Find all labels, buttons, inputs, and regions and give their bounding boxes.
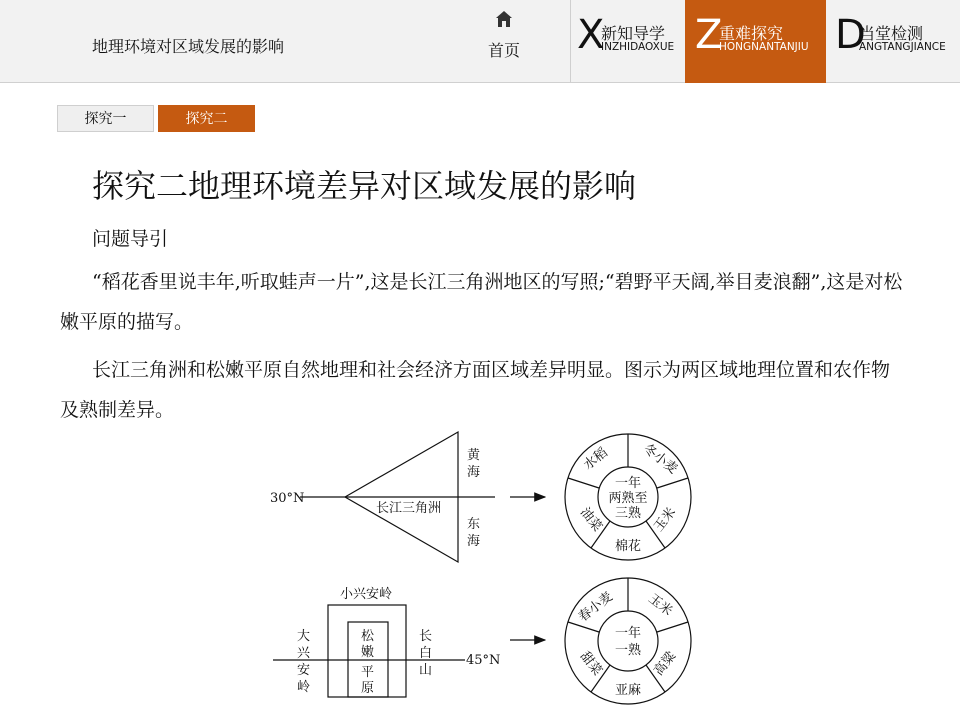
crop-label: 甜菜: [576, 648, 605, 679]
crop-label: 玉米: [651, 504, 680, 535]
home-icon: [495, 10, 513, 28]
crop-label: 棉花: [614, 539, 642, 554]
tab-pinyin: HONGNANTANJIU: [719, 41, 809, 53]
east-mountain-label: 山: [419, 663, 433, 678]
header-title: 地理环境对区域发展的影响: [92, 37, 285, 56]
region-label: 平: [361, 665, 375, 680]
crop-label: 高粱: [651, 648, 680, 679]
north-mountain-label: 小兴安岭: [340, 587, 393, 602]
west-mountain-label: 大: [297, 629, 311, 644]
paragraph-1: “稻花香里说丰年,听取蛙声一片”,这是长江三角洲地区的写照;“碧野平天阔,举目麦浪翻”,这是对松嫩平原的描写。: [60, 271, 903, 333]
paragraph-2: 长江三角洲和松嫩平原自然地理和社会经济方面区域差异明显。图示为两区域地理位置和农作物及熟制差异。: [60, 359, 891, 421]
crop-label: 春小麦: [575, 589, 616, 626]
region-label: 松: [361, 629, 375, 644]
center-label: 一年: [614, 476, 642, 491]
tab-letter: X: [577, 12, 605, 58]
east-mountain-label: 长: [419, 629, 433, 644]
sea-label-south: 海: [467, 534, 481, 549]
center-label: 一年: [614, 626, 642, 641]
region-label: 嫩: [361, 645, 375, 660]
crop-label: 冬小麦: [640, 441, 681, 478]
tab-letter: Z: [695, 12, 723, 58]
tab-label: 新知导学: [601, 24, 666, 43]
wheel-divider: [568, 478, 599, 488]
home-label: 首页: [487, 41, 520, 60]
section-label: 问题导引: [92, 228, 169, 250]
crop-label: 玉米: [645, 591, 676, 620]
tab-pinyin: ANGTANGJIANCE: [859, 41, 946, 53]
page-title: 探究二地理环境差异对区域发展的影响: [92, 167, 637, 205]
crop-label: 水稻: [580, 445, 611, 474]
west-mountain-label: 岭: [297, 680, 311, 695]
sea-label-north: 海: [467, 465, 481, 480]
tab-label: 重难探究: [719, 24, 784, 43]
diagram-yangtze-delta: [300, 432, 691, 562]
west-mountain-label: 安: [297, 663, 311, 678]
crop-wheel-inner: [598, 611, 658, 671]
diagram-songnen-labels: [297, 586, 680, 698]
region-label: 长江三角洲: [376, 501, 442, 516]
center-label: 两熟至: [608, 491, 648, 506]
center-label: 三熟: [614, 506, 642, 521]
crop-label: 亚麻: [614, 683, 642, 698]
region-outer-box: [328, 605, 406, 697]
wheel-divider: [591, 521, 610, 548]
center-label: 一熟: [614, 643, 642, 658]
crop-label: 油菜: [576, 504, 605, 535]
wheel-divider: [646, 521, 665, 548]
diagram-yangtze-labels: [270, 441, 681, 554]
wheel-divider: [568, 622, 599, 632]
tab-pinyin: INZHIDAOXUE: [601, 41, 675, 53]
region-inner-box: [348, 622, 388, 697]
home-button[interactable]: [468, 0, 540, 83]
west-mountain-label: 兴: [297, 646, 311, 661]
diagram-songnen-plain: [273, 578, 691, 704]
wheel-divider: [657, 622, 688, 632]
sea-label-north: 黄: [467, 448, 481, 463]
crop-wheel-inner: [598, 467, 658, 527]
header-bar: [0, 0, 960, 83]
tab-dangtang-jiance[interactable]: [827, 0, 960, 83]
delta-triangle: [345, 432, 458, 562]
wheel-divider: [646, 665, 665, 692]
wheel-divider: [591, 665, 610, 692]
tab-zhongnan-tanjiu[interactable]: [685, 0, 826, 83]
tab-label: 当堂检测: [859, 24, 924, 43]
crop-wheel-outer: [565, 434, 691, 560]
tab-letter: D: [835, 12, 866, 58]
latitude-label: 30°N: [270, 491, 305, 506]
east-mountain-label: 白: [419, 646, 433, 661]
wheel-divider: [657, 478, 688, 488]
sub-tab-tanjiu-2[interactable]: 探究二: [158, 105, 255, 132]
sea-label-south: 东: [467, 517, 481, 532]
latitude-label: 45°N: [466, 653, 501, 668]
region-label: 原: [361, 681, 375, 696]
sub-tab-tanjiu-1[interactable]: 探究一: [57, 105, 154, 132]
crop-wheel-outer: [565, 578, 691, 704]
tab-xinzhi-daoxue[interactable]: [571, 0, 684, 83]
